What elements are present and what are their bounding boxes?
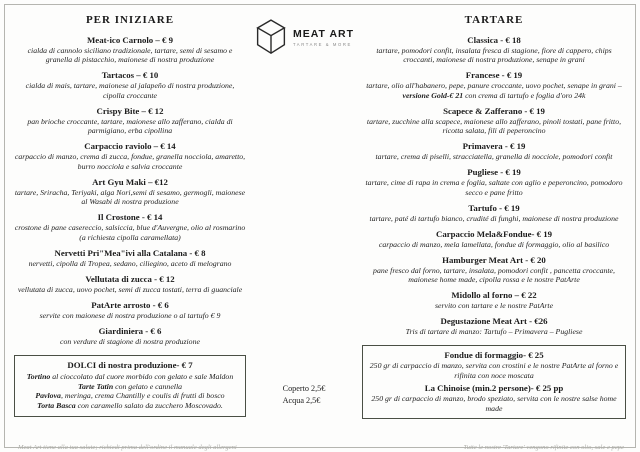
dolci-item-rest: al cioccolato dal cuore morbido con gelato e sale Maldon	[50, 371, 234, 381]
menu-item	[362, 167, 626, 197]
section-title: TARTARE	[464, 14, 524, 26]
menu-item	[14, 106, 246, 136]
menu-item	[362, 70, 626, 100]
menu-item	[14, 300, 246, 320]
menu-item-name: Meat-ico Carnolo – € 9	[87, 35, 173, 45]
menu-item	[14, 35, 246, 65]
cover-charge-note	[283, 383, 326, 408]
specials-box	[362, 345, 626, 419]
menu-item-desc: nervetti, cipolla di Tropea, sedano, ciliegino, aceto di melograno	[28, 258, 232, 268]
menu-item-name: Hamburger Meat Art - € 20	[442, 254, 546, 265]
dolci-line	[21, 391, 239, 401]
menu-item-name: Primavera - € 19	[462, 141, 526, 152]
menu-item-desc: cialda di cannolo siciliano tradizionale, tartare, semi di sesamo e granella di pistacchio, maionese di nostra produzione	[27, 45, 233, 65]
dolci-item-name: Torta Basca	[37, 401, 76, 411]
allergen-footnote: Meat Art tiene alla tua salute; richiedi prima dell'ordine il manuale degli allergeni	[18, 444, 237, 451]
dolci-item-name: Tortino	[26, 371, 51, 381]
menu-item	[14, 274, 246, 294]
menu-item	[14, 177, 246, 207]
desc-part: con crema di tartufo e foglia d'oro 24k	[463, 90, 586, 100]
menu-item	[362, 35, 626, 65]
menu-item-desc: tartare, zucchine alla scapece, maionese allo zafferano, pinoli tostati, pane fritto, ricotta salata, fili di peperoncino	[366, 116, 622, 136]
section-tartare	[362, 8, 626, 442]
dolci-item-rest: con caramello salato da zucchero Moscovado.	[75, 401, 223, 411]
menu-item	[362, 203, 626, 223]
menu-item	[362, 106, 626, 136]
menu-item	[14, 212, 246, 242]
logo-tagline: TARTARE & MORE	[292, 41, 352, 47]
menu-item-desc: crostone di pane casereccio, salsiccia, blue d'Auvergne, olio al rosmarino (a richiesta cipolla caramellata)	[14, 223, 246, 242]
special-item-name: Fondue di formaggio- € 25	[444, 350, 544, 361]
meat-art-cube-icon	[254, 18, 288, 56]
menu-item-desc: servito con tartare e le nostre PatArte	[434, 301, 554, 311]
menu-item-desc: carpaccio di manzo, crema di zucca, fondue, granella nocciola, amaretto, burro nocciola e salvia croccante	[14, 152, 246, 171]
special-item-name: La Chinoise (min.2 persone)- € 25 pp	[424, 383, 564, 394]
menu-item-name: Carpaccio Mela&Fondue- € 19	[435, 228, 553, 239]
menu-item-desc: servite con maionese di nostra produzione o al tartufo € 9	[39, 310, 221, 320]
dolci-item-rest: con gelato e cannella	[113, 381, 183, 391]
menu-item-desc: pan brioche croccante, tartare, maionese allo zafferano, cialda di parmigiano, erba cipollina	[27, 116, 233, 136]
dolci-line	[21, 382, 239, 392]
menu-item	[362, 290, 626, 310]
section-title: PER INIZIARE	[85, 14, 175, 26]
dolci-line	[21, 372, 239, 382]
menu-item-desc: tartare, paté di tartufo bianco, crudité di funghi, maionese di nostra produzione	[369, 213, 619, 223]
menu-columns	[14, 8, 626, 442]
menu-item	[14, 70, 246, 100]
menu-item	[362, 229, 626, 249]
special-item	[369, 383, 619, 413]
dolci-item-name: Pavlova	[35, 391, 61, 401]
dolci-title: DOLCI di nostra produzione- € 7	[67, 359, 193, 370]
menu-item-desc	[362, 81, 626, 100]
menu-item-desc: carpaccio di manzo, mela lamellata, fondue di formaggio, olio al basilico	[378, 239, 610, 249]
menu-item-name: PatArte arrosto - € 6	[91, 299, 169, 310]
acqua-line: Acqua 2,5€	[282, 396, 321, 406]
menu-item-name: Pugliese - € 19	[467, 167, 521, 178]
menu-item-name: Tartacos – € 10	[101, 70, 159, 81]
logo-text	[293, 28, 354, 47]
menu-item-name: Degustazione Meat Art - €26	[440, 316, 548, 327]
menu-item-desc: cialda di mais, tartare, maionese al jalapeño di nostra produzione, cipolla croccante	[25, 81, 235, 100]
special-item-desc: 250 gr di carpaccio di manzo, servita con crostini e le nostre PatArte al forno e rifinita con noce moscata	[369, 361, 619, 380]
desc-part: tartare, olio all'habanero, pepe, panure croccante, uovo pochet, senape in grani –	[366, 81, 622, 91]
menu-item-name: Carpaccio raviolo – € 14	[84, 141, 176, 152]
menu-item	[14, 248, 246, 268]
logo	[254, 18, 354, 56]
tartare-footnote: Tutte le nostre 'Tartare' vengono rifinite con olio, sale e pepe	[463, 444, 624, 451]
dolci-box	[14, 355, 246, 417]
section-per-iniziare	[14, 8, 246, 442]
menu-item-name: Art Gyu Maki – €12	[92, 176, 168, 187]
menu-item	[14, 326, 246, 346]
menu-item-name: Nervetti Pri"Mea"ivi alla Catalana - € 8	[54, 247, 206, 258]
menu-item	[362, 255, 626, 285]
menu-item-desc: tartare, pomodori confit, insalata fresca di stagione, fiore di cappero, chips croccanti, maionese di nostra produzione, senape in grani	[376, 45, 612, 65]
menu-item-desc: tartare, Sriracha, Teriyaki, alga Nori,semi di sesamo, germogli, maionese al Wasabi di nostra produzione	[14, 187, 246, 207]
menu-item-name: Giardiniera - € 6	[98, 325, 162, 336]
menu-item-name: Il Crostone - € 14	[97, 212, 163, 223]
menu-item-desc: tartare, crema di piselli, stracciatella, granella di nocciole, pomodori confit	[375, 152, 613, 162]
menu-item-name: Tartufo - € 19	[468, 202, 520, 213]
menu-item	[362, 316, 626, 336]
menu-item-desc: vellutata di zucca, uovo pochet, semi di zucca tostati, terra di guanciale	[17, 284, 243, 294]
coperto-line: Coperto 2,5€	[282, 383, 326, 393]
dolci-line	[21, 401, 239, 411]
menu-item-desc: con verdure di stagione di nostra produzione	[60, 336, 200, 346]
menu-item-desc: Tris di tartare di manzo: Tartufo – Primavera – Pugliese	[405, 327, 583, 337]
gold-version-label: versione Gold-€ 21	[402, 90, 464, 100]
menu-item-name: Classica - € 18	[467, 35, 521, 45]
menu-item-desc: tartare, cime di rapa in crema e foglia, saltate con aglio e peperoncino, pomodoro secco e pane fritto	[365, 178, 623, 197]
menu-item	[14, 141, 246, 171]
menu-item-desc: pane fresco dal forno, tartare, insalata, pomodori confit , pancetta croccante, maionese home made, cipolla rossa e le nostre PatArte	[373, 265, 615, 285]
dolci-item-rest: , meringa, crema Chantilly e coulis di frutti di bosco	[60, 391, 225, 401]
menu-item-name: Vellutata di zucca - € 12	[85, 273, 175, 284]
menu-item-name: Midollo al forno – € 22	[451, 290, 537, 301]
logo-brand-name: MEAT ART	[292, 27, 355, 40]
dolci-item-name: Tarte Tatin	[77, 381, 114, 391]
menu-item-name: Francese - € 19	[465, 70, 523, 81]
special-item-desc: 250 gr di carpaccio di manzo, brodo speziato, servita con le nostre salse home made	[371, 394, 617, 413]
menu-item	[362, 141, 626, 161]
center-column	[246, 8, 362, 442]
menu-item-name: Crispy Bite – € 12	[96, 105, 164, 116]
menu-item-name: Scapece & Zafferano - € 19	[443, 105, 545, 116]
special-item	[369, 350, 619, 380]
